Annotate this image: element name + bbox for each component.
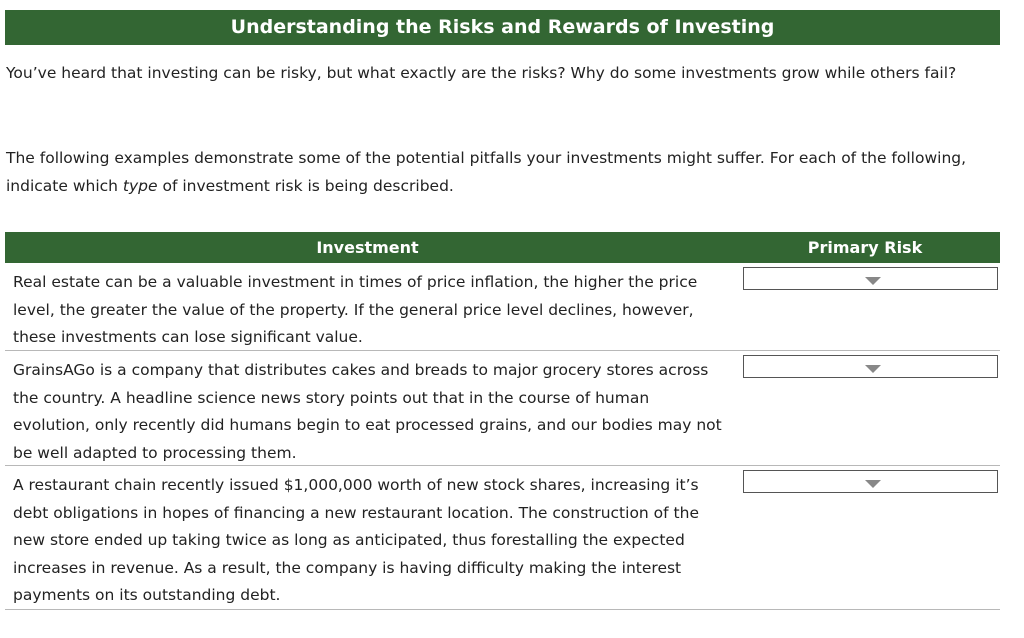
instructions-paragraph xyxy=(6,144,1006,200)
investment-description: GrainsAGo is a company that distributes cakes and breads to major grocery stores across the country. A headline science news story points out that in the course of human evolution, only recently did humans begin to eat processed grains, and our bodies may not be well adapted to processing them. xyxy=(13,361,722,462)
table-header xyxy=(5,232,1000,263)
instructions-text-end: of investment risk is being described. xyxy=(157,177,454,195)
primary-risk-dropdown[interactable] xyxy=(743,355,998,378)
table-row xyxy=(5,263,1000,351)
risk-cell xyxy=(730,351,1000,465)
intro-paragraph: You’ve heard that investing can be risky, but what exactly are the risks? Why do some investments grow while others fail? xyxy=(6,64,957,82)
investment-description: Real estate can be a valuable investment in times of price inflation, the higher the price level, the greater the value of the property. If the general price level declines, however, these investments can lose significant value. xyxy=(13,273,698,347)
instructions-emphasis: type xyxy=(122,177,158,195)
chevron-down-icon xyxy=(865,365,881,373)
chevron-down-icon xyxy=(865,277,881,285)
risk-cell xyxy=(730,263,1000,350)
page-title: Understanding the Risks and Rewards of Investing xyxy=(5,10,1000,45)
risk-table xyxy=(5,232,1000,610)
column-header-investment: Investment xyxy=(316,238,419,257)
instructions-text-start: The following examples demonstrate some of the potential pitfalls your investments might suffer. For each of the following, indicate which xyxy=(6,149,967,195)
investment-description: A restaurant chain recently issued $1,000,000 worth of new stock shares, increasing it’s debt obligations in hopes of financing a new restaurant location. The construction of the new store ended up taking twice as long as anticipated, thus forestalling the expected increases in revenue. As a result, the company is having difficulty making the interest payments on its outstanding debt. xyxy=(13,476,699,605)
primary-risk-dropdown[interactable] xyxy=(743,267,998,290)
risk-cell xyxy=(730,466,1000,609)
table-row xyxy=(5,351,1000,466)
table-row xyxy=(5,466,1000,610)
chevron-down-icon xyxy=(865,480,881,488)
primary-risk-dropdown[interactable] xyxy=(743,470,998,493)
column-header-primary-risk: Primary Risk xyxy=(807,238,923,257)
